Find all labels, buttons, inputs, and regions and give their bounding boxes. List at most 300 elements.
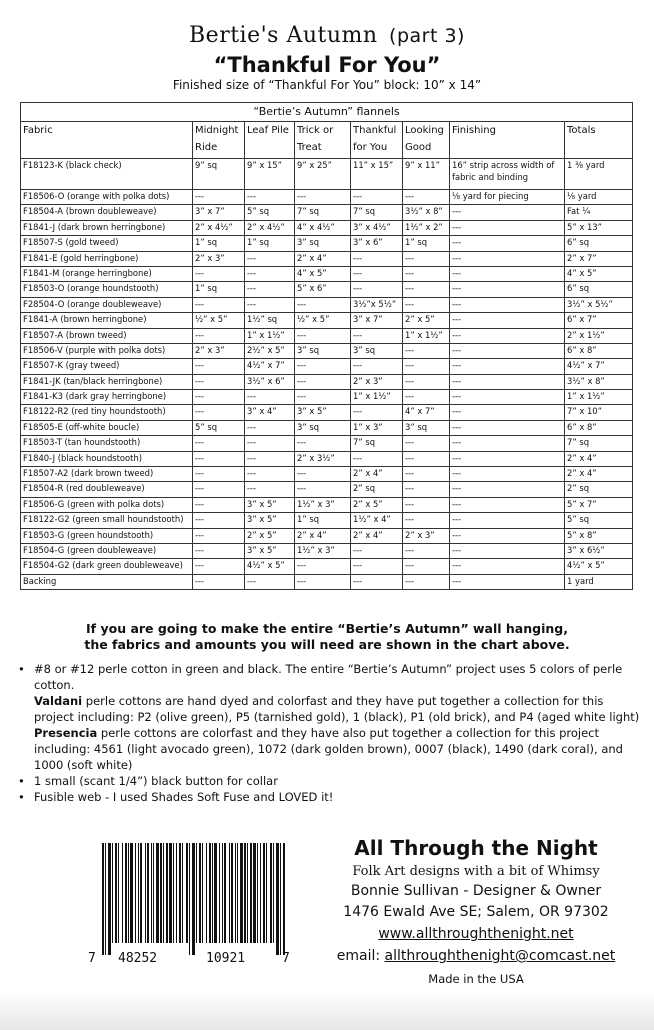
table-cell: --- xyxy=(351,559,403,574)
table-row xyxy=(21,190,633,205)
finished-size: Finished size of “Thankful For You” block: 10” x 14” xyxy=(172,78,482,92)
table-cell: --- xyxy=(403,359,450,374)
table-cell: --- xyxy=(403,543,450,558)
barcode-digit-3: 10921 xyxy=(206,951,246,966)
table-cell: --- xyxy=(193,528,245,543)
table-row xyxy=(21,328,633,343)
table-cell: --- xyxy=(450,266,565,281)
table-cell: 2” x 4” xyxy=(565,467,633,482)
table-cell: --- xyxy=(245,282,295,297)
table-cell: --- xyxy=(450,528,565,543)
table-cell: 3” x 7” xyxy=(193,205,245,220)
barcode-bar xyxy=(250,843,252,943)
barcode-bar xyxy=(224,843,226,943)
table-cell: ⅛ yard xyxy=(565,190,633,205)
barcode-bar xyxy=(115,843,117,943)
table-row xyxy=(21,159,633,190)
barcode-bar xyxy=(128,843,129,943)
column-header: Midnight Ride xyxy=(193,122,245,159)
column-header: Totals xyxy=(565,122,633,159)
table-cell: --- xyxy=(193,513,245,528)
barcode-bar xyxy=(163,843,164,943)
table-row xyxy=(21,559,633,574)
pattern-header xyxy=(0,22,654,92)
table-cell: 4” x 5” xyxy=(565,266,633,281)
table-cell: --- xyxy=(193,482,245,497)
barcode-bar xyxy=(253,843,256,943)
fusible-web-text: Fusible web - I used Shades Soft Fuse and LOVED it! xyxy=(34,790,334,804)
table-cell: --- xyxy=(450,420,565,435)
column-header: Looking Good xyxy=(403,122,450,159)
table-cell: 1” x 1½” xyxy=(565,390,633,405)
table-cell: 9” sq xyxy=(193,159,245,190)
fabric-name-cell: F18123-K (black check) xyxy=(21,159,193,190)
table-cell: 1” x 1½” xyxy=(403,328,450,343)
address-line: 1476 Ewald Ave SE; Salem, OR 97302 xyxy=(343,904,609,920)
company-info xyxy=(316,833,636,991)
barcode-bar xyxy=(257,843,258,943)
table-cell: --- xyxy=(245,574,295,589)
table-cell: 9” x 25” xyxy=(295,159,351,190)
table-cell: --- xyxy=(403,374,450,389)
table-cell: 3” x 5” xyxy=(245,513,295,528)
barcode-bar xyxy=(118,843,119,943)
table-cell: --- xyxy=(245,467,295,482)
table-cell: 3” x 5” xyxy=(295,405,351,420)
table-cell: 2” x 3” xyxy=(403,528,450,543)
table-cell: 2” x 4½” xyxy=(245,220,295,235)
fabric-name-cell: F18505-E (off-white boucle) xyxy=(21,420,193,435)
table-cell: 1½” x 3” xyxy=(295,497,351,512)
table-cell: --- xyxy=(450,251,565,266)
barcode-bar xyxy=(209,843,211,943)
table-cell: 1” sq xyxy=(403,236,450,251)
barcode-bar xyxy=(202,843,203,943)
table-cell: 5” x 6” xyxy=(295,282,351,297)
table-cell: 5” x 13” xyxy=(565,220,633,235)
table-cell: 7” sq xyxy=(351,205,403,220)
wall-hanging-note xyxy=(0,621,654,653)
barcode-bar xyxy=(212,843,213,943)
table-cell: --- xyxy=(403,436,450,451)
table-cell: --- xyxy=(450,220,565,235)
table-cell: ½” x 5” xyxy=(295,313,351,328)
table-cell: --- xyxy=(450,559,565,574)
fabric-name-cell: F1841-JK (tan/black herringbone) xyxy=(21,374,193,389)
table-cell: 3” x 7” xyxy=(351,313,403,328)
table-cell: 2” x 5” xyxy=(351,497,403,512)
table-cell: --- xyxy=(403,559,450,574)
barcode-bar xyxy=(135,843,136,943)
table-cell: --- xyxy=(450,313,565,328)
table-cell: --- xyxy=(245,266,295,281)
fabric-name-cell: F18506-G (green with polka dots) xyxy=(21,497,193,512)
barcode-bar xyxy=(108,843,111,955)
table-cell: 2” x 3” xyxy=(351,374,403,389)
barcode-bar xyxy=(151,843,152,943)
note-line-2: the fabrics and amounts you will need are shown in the chart above. xyxy=(84,637,570,652)
barcode-bar xyxy=(270,843,272,943)
table-cell: 2” x 4” xyxy=(351,467,403,482)
table-cell: --- xyxy=(193,451,245,466)
barcode-bar xyxy=(260,843,261,943)
table-cell: --- xyxy=(193,467,245,482)
table-cell: 2” sq xyxy=(565,482,633,497)
table-cell: 9” x 15” xyxy=(245,159,295,190)
table-row xyxy=(21,451,633,466)
table-cell: --- xyxy=(450,543,565,558)
barcode-bar xyxy=(189,843,190,955)
table-cell: --- xyxy=(351,190,403,205)
list-item xyxy=(18,661,640,773)
barcode-bar xyxy=(122,843,123,943)
barcode-bar xyxy=(276,843,279,955)
table-cell: --- xyxy=(450,451,565,466)
barcode-bar xyxy=(145,843,146,943)
company-tagline: Folk Art designs with a bit of Whimsy xyxy=(352,864,600,879)
table-cell: 5” x 7” xyxy=(565,497,633,512)
barcode-bar xyxy=(196,843,197,943)
table-cell: --- xyxy=(403,390,450,405)
fabric-name-cell: F1841-A (brown herringbone) xyxy=(21,313,193,328)
table-cell: --- xyxy=(193,405,245,420)
perle-cotton-text: #8 or #12 perle cotton in green and black. The entire “Bertie’s Autumn” project uses 5 colors of perle cotton. xyxy=(34,662,623,692)
table-cell: 16” strip across width of fabric and binding xyxy=(450,159,565,190)
table-row xyxy=(21,390,633,405)
barcode-bar xyxy=(176,843,177,943)
fabric-name-cell: Backing xyxy=(21,574,193,589)
table-cell: 7” x 10” xyxy=(565,405,633,420)
fabric-name-cell: F18503-T (tan houndstooth) xyxy=(21,436,193,451)
table-row xyxy=(21,482,633,497)
barcode-bar xyxy=(160,843,162,943)
table-cell: --- xyxy=(450,436,565,451)
fabric-requirements-table xyxy=(20,102,633,590)
table-cell: --- xyxy=(295,297,351,312)
table-cell: --- xyxy=(403,497,450,512)
table-cell: --- xyxy=(403,190,450,205)
page-bottom-shadow xyxy=(0,992,654,1030)
table-cell: 4½” x 5” xyxy=(565,559,633,574)
table-row xyxy=(21,513,633,528)
table-cell: 3½” x 8” xyxy=(403,205,450,220)
table-cell: --- xyxy=(351,266,403,281)
bullet-icon: • xyxy=(18,662,25,676)
table-cell: --- xyxy=(351,405,403,420)
note-line-1: If you are going to make the entire “Bertie’s Autumn” wall hanging, xyxy=(86,621,568,636)
table-row xyxy=(21,359,633,374)
table-cell: --- xyxy=(403,574,450,589)
table-cell: --- xyxy=(193,497,245,512)
table-cell: 3” x 4½” xyxy=(351,220,403,235)
table-cell: --- xyxy=(450,205,565,220)
table-cell: 1” sq xyxy=(295,513,351,528)
table-cell: --- xyxy=(403,297,450,312)
fabric-name-cell: F1841-K3 (dark gray herringbone) xyxy=(21,390,193,405)
table-cell: --- xyxy=(403,343,450,358)
table-cell: 3½” x 6” xyxy=(245,374,295,389)
title-part: (part 3) xyxy=(389,25,465,47)
table-cell: 3” sq xyxy=(295,236,351,251)
table-cell: 1½” x 4” xyxy=(351,513,403,528)
table-row xyxy=(21,528,633,543)
table-cell: --- xyxy=(450,513,565,528)
barcode-bar xyxy=(280,843,281,955)
table-cell: --- xyxy=(193,436,245,451)
barcode-bar xyxy=(266,843,267,943)
table-cell: 3” sq xyxy=(351,343,403,358)
table-cell: 5” sq xyxy=(565,513,633,528)
fabric-name-cell: F18504-A (brown doubleweave) xyxy=(21,205,193,220)
table-cell: 2” x 4” xyxy=(295,528,351,543)
barcode-bar xyxy=(219,843,220,943)
table-cell: --- xyxy=(450,297,565,312)
table-cell: --- xyxy=(245,297,295,312)
barcode-bar xyxy=(179,843,181,943)
barcode-digit-1: 7 xyxy=(88,951,96,966)
table-cell: --- xyxy=(193,328,245,343)
barcode-bar xyxy=(237,843,238,943)
fabric-name-cell: F18504-G2 (dark green doubleweave) xyxy=(21,559,193,574)
table-cell: --- xyxy=(245,436,295,451)
table-body xyxy=(21,122,633,590)
barcode-bar xyxy=(214,843,217,943)
barcode-digit-2: 48252 xyxy=(118,951,158,966)
table-cell: --- xyxy=(351,543,403,558)
barcode-bar xyxy=(240,843,243,943)
fabric-name-cell: F18504-R (red doubleweave) xyxy=(21,482,193,497)
table-cell: --- xyxy=(295,574,351,589)
barcode-bar xyxy=(173,843,174,943)
table-cell: --- xyxy=(403,251,450,266)
table-cell: --- xyxy=(295,374,351,389)
fabric-name-cell: F18122-R2 (red tiny houndstooth) xyxy=(21,405,193,420)
table-cell: --- xyxy=(193,574,245,589)
barcode-bar xyxy=(186,843,188,943)
table-cell: --- xyxy=(193,559,245,574)
table-row xyxy=(21,343,633,358)
table-cell: --- xyxy=(351,282,403,297)
fabric-name-cell: F1841-J (dark brown herringbone) xyxy=(21,220,193,235)
table-cell: --- xyxy=(403,451,450,466)
table-cell: 2½” x 5” xyxy=(245,343,295,358)
table-cell: 4½” x 7” xyxy=(565,359,633,374)
table-cell: Fat ¼ xyxy=(565,205,633,220)
fabric-name-cell: F18506-O (orange with polka dots) xyxy=(21,190,193,205)
valdani-text: perle cottons are hand dyed and colorfast and they have put together a collection for this project including: P2 (olive green), P5 (tarnished gold), 1 (black), P1 (old brick), and P4 (aged white light) xyxy=(34,694,640,724)
designer-line: Bonnie Sullivan - Designer & Owner xyxy=(350,883,602,899)
barcode-digits xyxy=(88,951,296,971)
table-row xyxy=(21,220,633,235)
table-cell: 3” sq xyxy=(295,343,351,358)
table-cell: 4½” x 7” xyxy=(245,359,295,374)
bullet-icon: • xyxy=(18,790,25,804)
table-cell: --- xyxy=(193,190,245,205)
barcode-bar xyxy=(231,843,233,943)
table-cell: 3” x 5” xyxy=(245,543,295,558)
table-cell: --- xyxy=(351,359,403,374)
table-cell: 7” sq xyxy=(351,436,403,451)
table-row xyxy=(21,436,633,451)
table-cell: --- xyxy=(245,251,295,266)
table-cell: 2” x 5” xyxy=(245,528,295,543)
website-link[interactable]: www.allthroughthenight.net xyxy=(378,926,574,942)
table-cell: --- xyxy=(245,390,295,405)
table-cell: --- xyxy=(351,251,403,266)
table-cell: 5” sq xyxy=(193,420,245,435)
barcode-bar xyxy=(263,843,265,943)
table-cell: 2” x 4” xyxy=(295,251,351,266)
barcode-bar xyxy=(235,843,236,943)
brand-presencia: Presencia xyxy=(34,726,98,740)
table-cell: --- xyxy=(295,390,351,405)
table-cell: --- xyxy=(295,559,351,574)
table-caption: “Bertie’s Autumn” flannels xyxy=(21,103,633,122)
table-cell: --- xyxy=(450,574,565,589)
table-cell: --- xyxy=(295,190,351,205)
table-cell: 1½” x 2” xyxy=(403,220,450,235)
table-cell: 2” x 5” xyxy=(403,313,450,328)
table-cell: 11” x 15” xyxy=(351,159,403,190)
table-cell: 5” sq xyxy=(245,205,295,220)
barcode-bar xyxy=(125,843,127,943)
email-label: email: xyxy=(336,948,385,964)
column-header: Trick or Treat xyxy=(295,122,351,159)
bullet-icon: • xyxy=(18,774,25,788)
table-cell: --- xyxy=(450,467,565,482)
table-cell: --- xyxy=(245,420,295,435)
table-cell: 5” x 8” xyxy=(565,528,633,543)
table-cell: 1” sq xyxy=(193,282,245,297)
table-cell: --- xyxy=(450,282,565,297)
barcode-bar xyxy=(229,843,230,943)
table-cell: --- xyxy=(450,374,565,389)
pattern-title xyxy=(0,22,654,50)
table-cell: 1 ⅜ yard xyxy=(565,159,633,190)
table-cell: --- xyxy=(450,359,565,374)
table-cell: 3” sq xyxy=(295,420,351,435)
column-header: Thankful for You xyxy=(351,122,403,159)
table-cell: 1” x 3” xyxy=(351,420,403,435)
table-cell: --- xyxy=(295,328,351,343)
barcode-bar xyxy=(166,843,168,943)
table-cell: --- xyxy=(351,574,403,589)
barcode-bar xyxy=(138,843,139,943)
barcode-bar xyxy=(140,843,142,943)
fabric-name-cell: F18503-G (green houndstooth) xyxy=(21,528,193,543)
table-cell: 6” sq xyxy=(565,282,633,297)
table-cell: --- xyxy=(403,513,450,528)
table-cell: --- xyxy=(295,482,351,497)
table-cell: 4” x 4½” xyxy=(295,220,351,235)
barcode-bar xyxy=(206,843,207,943)
presencia-text: perle cottons are colorfast and they have also put together a collection for this project including: 4561 (light avocado green), 1072 (dark golden brown), 0007 (black), 1490 (dark coral), and 1000 (soft white) xyxy=(34,726,623,772)
barcode-bar xyxy=(147,843,149,943)
barcode-bar xyxy=(192,843,195,955)
table-cell: ½” x 5” xyxy=(193,313,245,328)
table-row xyxy=(21,266,633,281)
column-header: Leaf Pile xyxy=(245,122,295,159)
table-cell: --- xyxy=(450,482,565,497)
table-cell: 7” sq xyxy=(565,436,633,451)
barcode-bar xyxy=(273,843,274,943)
table-cell: 2” x 4” xyxy=(351,528,403,543)
barcode-bar xyxy=(222,843,223,943)
table-cell: 2” x 3” xyxy=(193,251,245,266)
barcode-bar xyxy=(244,843,246,943)
table-cell: 7” sq xyxy=(295,205,351,220)
table-cell: 4½” x 5” xyxy=(245,559,295,574)
table-cell: 3½”x 5½” xyxy=(351,297,403,312)
table-cell: 2” sq xyxy=(351,482,403,497)
column-header: Finishing xyxy=(450,122,565,159)
fabric-name-cell: F18506-V (purple with polka dots) xyxy=(21,343,193,358)
table-row xyxy=(21,543,633,558)
table-row xyxy=(21,405,633,420)
barcode-bar xyxy=(105,843,106,955)
table-cell: --- xyxy=(193,359,245,374)
fabric-name-cell: F1841-M (orange herringbone) xyxy=(21,266,193,281)
pattern-subtitle: “Thankful For You” xyxy=(213,53,441,77)
table-cell: 1” x 1½” xyxy=(245,328,295,343)
table-row xyxy=(21,467,633,482)
table-cell: --- xyxy=(403,467,450,482)
table-cell: 1½” x 3” xyxy=(295,543,351,558)
table-row xyxy=(21,282,633,297)
table-cell: 4” x 7” xyxy=(403,405,450,420)
table-cell: --- xyxy=(450,236,565,251)
table-cell: 2” x 4” xyxy=(565,451,633,466)
table-header-row xyxy=(21,122,633,159)
title-text: Bertie's Autumn xyxy=(189,23,378,48)
table-cell: --- xyxy=(245,482,295,497)
fabric-name-cell: F18503-O (orange houndstooth) xyxy=(21,282,193,297)
table-cell: 1½” sq xyxy=(245,313,295,328)
email-link[interactable]: allthroughthenight@comcast.net xyxy=(384,948,616,964)
table-cell: --- xyxy=(193,374,245,389)
list-item xyxy=(18,773,640,789)
table-row xyxy=(21,420,633,435)
table-cell: --- xyxy=(403,266,450,281)
table-cell: 3½” x 5½” xyxy=(565,297,633,312)
barcode-bar xyxy=(156,843,159,943)
table-cell: 4” x 5” xyxy=(295,266,351,281)
barcode-bar xyxy=(199,843,201,943)
table-cell: 1” sq xyxy=(245,236,295,251)
table-row xyxy=(21,205,633,220)
fabric-name-cell: F18504-G (green doubleweave) xyxy=(21,543,193,558)
table-cell: --- xyxy=(295,467,351,482)
table-cell: 6” x 8” xyxy=(565,420,633,435)
barcode-digit-4: 7 xyxy=(282,951,290,966)
table-cell: --- xyxy=(403,282,450,297)
barcode-bar xyxy=(130,843,133,943)
table-cell: 2” x 4½” xyxy=(193,220,245,235)
table-cell: 3” x 5” xyxy=(245,497,295,512)
fabric-name-cell: F1840-J (black houndstooth) xyxy=(21,451,193,466)
table-row xyxy=(21,251,633,266)
fabric-name-cell: F18507-K (gray tweed) xyxy=(21,359,193,374)
barcode xyxy=(88,843,296,975)
table-cell: --- xyxy=(295,436,351,451)
table-cell: 3” x 6½” xyxy=(565,543,633,558)
barcode-bar xyxy=(283,843,285,955)
barcode-bar xyxy=(112,843,113,943)
column-header: Fabric xyxy=(21,122,193,159)
supplies-list xyxy=(18,661,640,805)
fabric-name-cell: F1841-E (gold herringbone) xyxy=(21,251,193,266)
table-cell: 3” x 4” xyxy=(245,405,295,420)
